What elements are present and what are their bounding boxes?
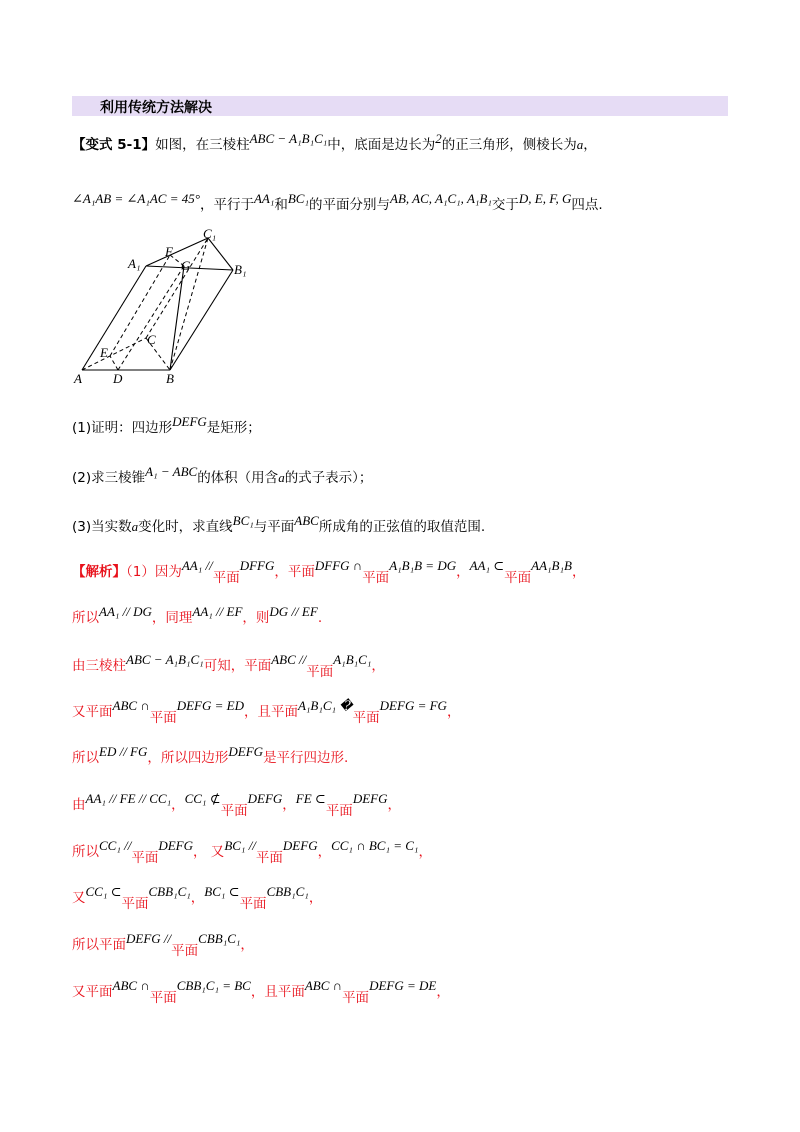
text-run: 平面 xyxy=(255,850,283,866)
text-run: ， xyxy=(190,890,205,906)
math-expression: DFFG xyxy=(239,558,275,573)
text-run: ， 又 xyxy=(193,844,225,860)
text-run: 又 xyxy=(72,890,86,906)
math-expression: A₁ − ABC xyxy=(145,464,198,479)
math-expression: DEFG xyxy=(172,414,207,429)
math-expression: a xyxy=(131,519,139,534)
math-expression: ABC − A₁B₁C₁ xyxy=(249,131,328,146)
text-run: ， xyxy=(317,844,332,860)
text-run: 平面 xyxy=(306,664,334,680)
edge-b-g xyxy=(170,266,184,370)
label-b: B xyxy=(166,371,174,386)
math-expression: A₁B₁C₁ � xyxy=(297,698,353,713)
label-a: A xyxy=(74,371,82,386)
text-run: ，且平面 xyxy=(250,984,305,1000)
edge-c1-b1 xyxy=(208,238,233,270)
math-expression: A₁B₁B = DG xyxy=(389,558,457,573)
text-run: 平面 xyxy=(121,896,149,912)
math-expression: CBB₁C₁ xyxy=(198,931,241,946)
text-run: 是平行四边形. xyxy=(263,750,349,766)
text-run: 可知，平面 xyxy=(203,658,272,674)
text-run: 平面 xyxy=(362,570,390,586)
text-run: 交于 xyxy=(491,197,519,213)
text-run: 所以 xyxy=(72,750,99,766)
text-run: 【解析】 xyxy=(72,564,126,580)
text-run: 四点. xyxy=(571,197,603,213)
text-run: 的体积（用含 xyxy=(197,470,279,486)
text-run: 如图，在三棱柱 xyxy=(155,137,250,153)
solution-line-8 xyxy=(72,884,323,912)
question-3 xyxy=(72,513,486,537)
prism-figure xyxy=(60,220,260,390)
text-run: 由三棱柱 xyxy=(72,658,126,674)
text-run: 所成角的正弦值的取值范围. xyxy=(318,519,486,535)
text-run: 平面 xyxy=(220,803,248,819)
text-run: (2)求三棱锥 xyxy=(72,470,146,486)
text-run: ， xyxy=(371,658,385,674)
label-b1: B₁ xyxy=(234,262,247,277)
math-expression: CC₁ ∩ BC₁ = C₁ xyxy=(331,838,419,853)
text-run: 平面 xyxy=(352,710,380,726)
math-expression: BC₁ // xyxy=(224,838,256,853)
math-expression: ABC ∩ xyxy=(112,978,150,993)
text-run: 又平面 xyxy=(72,984,113,1000)
text-run: 所以 xyxy=(72,844,99,860)
text-run: ， xyxy=(308,890,323,906)
math-expression: 2 xyxy=(435,131,442,146)
edge-d-e xyxy=(110,356,118,370)
math-expression: a xyxy=(576,137,584,152)
text-run: (3)当实数 xyxy=(72,519,132,535)
text-run: 所以 xyxy=(72,610,99,626)
math-expression: ABC xyxy=(294,513,319,528)
math-expression: DEFG xyxy=(282,838,318,853)
math-expression: a xyxy=(278,470,285,485)
math-expression: CBB₁C₁ xyxy=(148,884,191,899)
edge-b-b1 xyxy=(170,270,233,370)
text-run: ， xyxy=(418,844,432,860)
edge-a1-c1 xyxy=(146,238,208,266)
text-run: . xyxy=(317,610,323,626)
text-run: 平面 xyxy=(239,896,267,912)
math-expression: DFFG ∩ xyxy=(314,558,363,573)
text-run: 平面 xyxy=(171,943,199,959)
math-expression: BC₁ xyxy=(232,513,254,528)
math-expression: DEFG = FG xyxy=(379,698,447,713)
math-expression: ABC ∩ xyxy=(304,978,343,993)
math-expression: ED // FG xyxy=(99,744,148,759)
problem-line-1 xyxy=(72,131,597,155)
math-expression: ABC ∩ xyxy=(112,698,150,713)
text-run: ， xyxy=(446,704,461,720)
math-expression: AA₁ // DG xyxy=(99,604,152,619)
label-c: C xyxy=(147,332,156,347)
text-run: ，则 xyxy=(242,610,270,626)
text-run: （1）因为 xyxy=(126,564,182,580)
solution-line-7 xyxy=(72,838,432,866)
math-expression: AA₁B₁B xyxy=(531,558,572,573)
text-run: (1)证明：四边形 xyxy=(72,420,173,436)
math-expression: DEFG xyxy=(158,838,194,853)
text-run: 由 xyxy=(72,797,86,813)
text-run: 所以平面 xyxy=(72,937,126,953)
math-expression: DEFG = DE xyxy=(369,978,437,993)
math-expression: AA₁ xyxy=(253,191,275,206)
math-expression: CBB₁C₁ = BC xyxy=(176,978,251,993)
label-f: F xyxy=(165,244,173,259)
text-run: 平面 xyxy=(212,570,240,586)
math-expression: DEFG = ED xyxy=(176,698,244,713)
math-expression: CC₁ ⊄ xyxy=(184,791,221,806)
math-expression: DEFG xyxy=(228,744,264,759)
math-expression: BC₁ xyxy=(287,191,309,206)
text-run: 平面 xyxy=(325,803,353,819)
label-g: G xyxy=(181,258,191,273)
text-run: 的式子表示）； xyxy=(284,470,373,486)
math-expression: DG // EF xyxy=(269,604,318,619)
label-c1: C₁ xyxy=(203,226,217,241)
solution-line-2 xyxy=(72,604,323,628)
math-expression: BC₁ ⊂ xyxy=(204,884,240,899)
problem-line-1-runs xyxy=(155,131,597,153)
text-run: ， xyxy=(171,797,185,813)
text-run: ， xyxy=(282,797,296,813)
label-e: E xyxy=(100,345,108,360)
math-expression: DEFG // xyxy=(126,931,172,946)
math-expression: CBB₁C₁ xyxy=(266,884,309,899)
math-expression: DEFG xyxy=(247,791,283,806)
solution-line-5 xyxy=(72,744,349,768)
text-run: 平面 xyxy=(504,570,532,586)
section-title: 利用传统方法解决 xyxy=(100,100,212,116)
text-run: ， xyxy=(240,937,254,953)
text-run: ， xyxy=(436,984,450,1000)
math-expression: DEFG xyxy=(352,791,388,806)
math-expression: ABC − A₁B₁C₁ xyxy=(126,652,204,667)
text-run: 平面 xyxy=(149,710,177,726)
math-expression: D, E, F, G xyxy=(518,191,572,206)
math-expression: FE ⊂ xyxy=(295,791,326,806)
section-banner xyxy=(72,96,728,116)
text-run: 变化时，求直线 xyxy=(138,519,233,535)
math-expression: AA₁ // FE // CC₁ xyxy=(85,791,172,806)
text-run: ，平面 xyxy=(274,564,315,580)
solution-line-9 xyxy=(72,931,254,959)
problem-tag: 【变式 5-1】 xyxy=(72,137,156,153)
text-run: ， xyxy=(456,564,470,580)
text-run: ， xyxy=(583,137,597,153)
math-expression: AA₁ // EF xyxy=(192,604,243,619)
math-expression: ∠A₁AB = ∠A₁AC = 45° xyxy=(72,191,200,206)
math-expression: CC₁ // xyxy=(99,838,132,853)
text-run: 是矩形； xyxy=(206,420,261,436)
question-2 xyxy=(72,464,373,488)
solution-line-10 xyxy=(72,978,450,1006)
math-expression: AB, AC, A₁C₁, A₁B₁ xyxy=(390,191,492,206)
text-run: ，同理 xyxy=(151,610,193,626)
text-run: 又平面 xyxy=(72,704,113,720)
text-run: 和 xyxy=(274,197,288,213)
math-expression: CC₁ ⊂ xyxy=(85,884,122,899)
solution-line-4 xyxy=(72,698,461,726)
solution-line-6 xyxy=(72,791,401,819)
text-run: 与平面 xyxy=(253,519,295,535)
text-run: 的平面分别与 xyxy=(309,197,390,213)
solution-line-3 xyxy=(72,652,385,680)
math-expression: AA₁ // xyxy=(181,558,213,573)
edge-c-c1 xyxy=(146,238,208,338)
text-run: ， xyxy=(387,797,401,813)
label-d: D xyxy=(113,371,123,386)
math-expression: A₁B₁C₁ xyxy=(333,652,372,667)
text-run: 中，底面是边长为 xyxy=(327,137,436,153)
text-run: 平面 xyxy=(342,990,370,1006)
text-run: 的正三角形，侧棱长为 xyxy=(441,137,577,153)
math-expression: ABC // xyxy=(271,652,307,667)
label-a1: A₁ xyxy=(128,256,141,271)
text-run: 平面 xyxy=(149,990,177,1006)
solution-line-1 xyxy=(72,558,586,586)
problem-line-2 xyxy=(72,191,603,215)
text-run: ， xyxy=(571,564,586,580)
text-run: 平面 xyxy=(131,850,159,866)
text-run: ，且平面 xyxy=(243,704,298,720)
question-1 xyxy=(72,414,261,438)
math-expression: AA₁ ⊂ xyxy=(469,558,505,573)
text-run: ，所以四边形 xyxy=(147,750,229,766)
text-run: ，平行于 xyxy=(199,197,254,213)
